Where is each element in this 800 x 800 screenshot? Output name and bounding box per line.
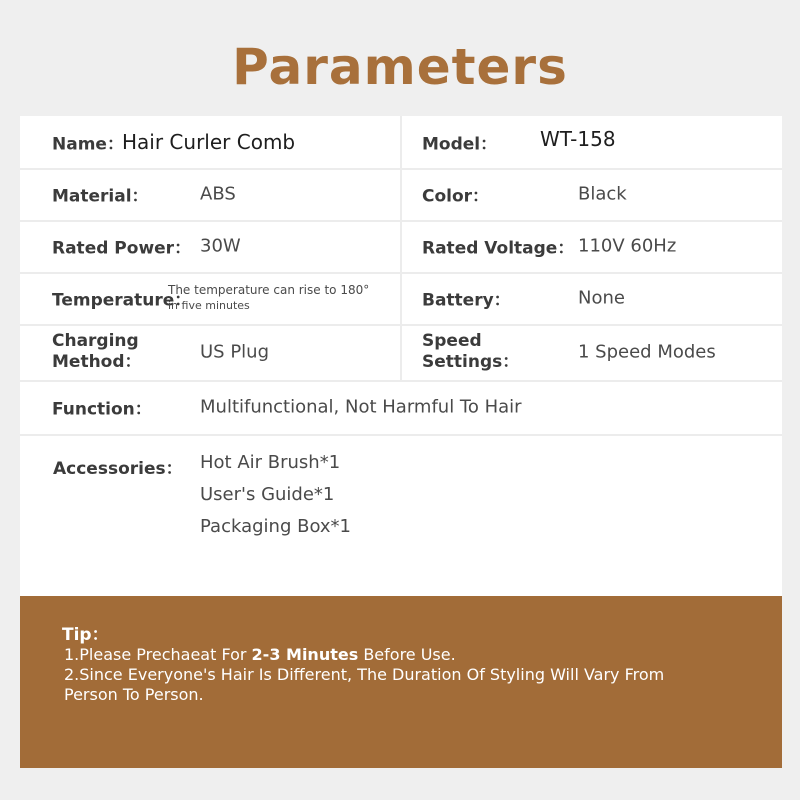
accessories-label: Accessories： — [53, 459, 183, 479]
row-power-voltage — [20, 220, 782, 274]
rated-power-value: 30W — [200, 235, 241, 257]
accessory-item: User's Guide*1 — [200, 484, 335, 505]
tip-line-2a: 2.Since Everyone's Hair Is Different, The Duration Of Styling Will Vary From — [64, 665, 665, 684]
accessory-item: Packaging Box*1 — [200, 516, 352, 537]
battery-label: Battery： — [422, 290, 511, 311]
column-divider — [400, 272, 402, 324]
rated-power-label: Rated Power： — [52, 238, 192, 259]
row-material-color — [20, 168, 782, 222]
function-label: Function： — [52, 399, 152, 420]
charging-method-label — [52, 331, 142, 373]
tip-box — [20, 596, 782, 768]
material-label: Material： — [52, 186, 149, 207]
rated-voltage-value: 110V 60Hz — [578, 235, 677, 257]
page-title: Parameters — [232, 38, 568, 96]
rated-voltage-label: Rated Voltage： — [422, 238, 575, 259]
color-label: Color： — [422, 186, 490, 207]
row-name-model — [20, 116, 782, 170]
temperature-value — [168, 282, 369, 314]
temperature-value-line1: The temperature can rise to 180° — [168, 283, 370, 297]
accessory-item: Hot Air Brush*1 — [200, 452, 341, 473]
speed-settings-label-line2: Settings： — [422, 352, 520, 372]
tip-line-1-prefix: 1.Please Prechaeat For — [64, 645, 252, 664]
row-function — [20, 380, 782, 436]
color-value: Black — [578, 183, 627, 205]
tip-line-1-suffix: Before Use. — [358, 645, 456, 664]
row-temperature-battery — [20, 272, 782, 326]
charging-method-label-line2: Method： — [52, 352, 142, 372]
parameters-table — [20, 116, 782, 596]
name-label: Name： — [52, 134, 124, 155]
column-divider — [400, 168, 402, 220]
charging-method-value: US Plug — [200, 341, 270, 363]
name-value: Hair Curler Comb — [122, 130, 296, 154]
temperature-label: Temperature： — [52, 290, 192, 311]
battery-value: None — [578, 287, 625, 309]
tip-line-1 — [64, 644, 456, 665]
tip-title: Tip： — [62, 625, 109, 645]
tip-line-1-bold: 2-3 Minutes — [251, 645, 359, 664]
column-divider — [400, 220, 402, 272]
model-label: Model： — [422, 134, 498, 155]
material-value: ABS — [200, 183, 236, 205]
column-divider — [400, 116, 402, 168]
row-charging-speed — [20, 324, 782, 382]
row-accessories — [20, 434, 782, 596]
speed-settings-label — [422, 331, 519, 373]
model-value: WT-158 — [540, 127, 616, 152]
speed-settings-label-line1: Speed — [422, 331, 482, 351]
column-divider — [400, 324, 402, 380]
tip-line-2b: Person To Person. — [64, 685, 204, 704]
speed-settings-value: 1 Speed Modes — [578, 341, 716, 363]
function-value: Multifunctional, Not Harmful To Hair — [200, 396, 522, 418]
temperature-value-line2: in five minutes — [168, 299, 250, 312]
charging-method-label-line1: Charging — [52, 331, 139, 351]
